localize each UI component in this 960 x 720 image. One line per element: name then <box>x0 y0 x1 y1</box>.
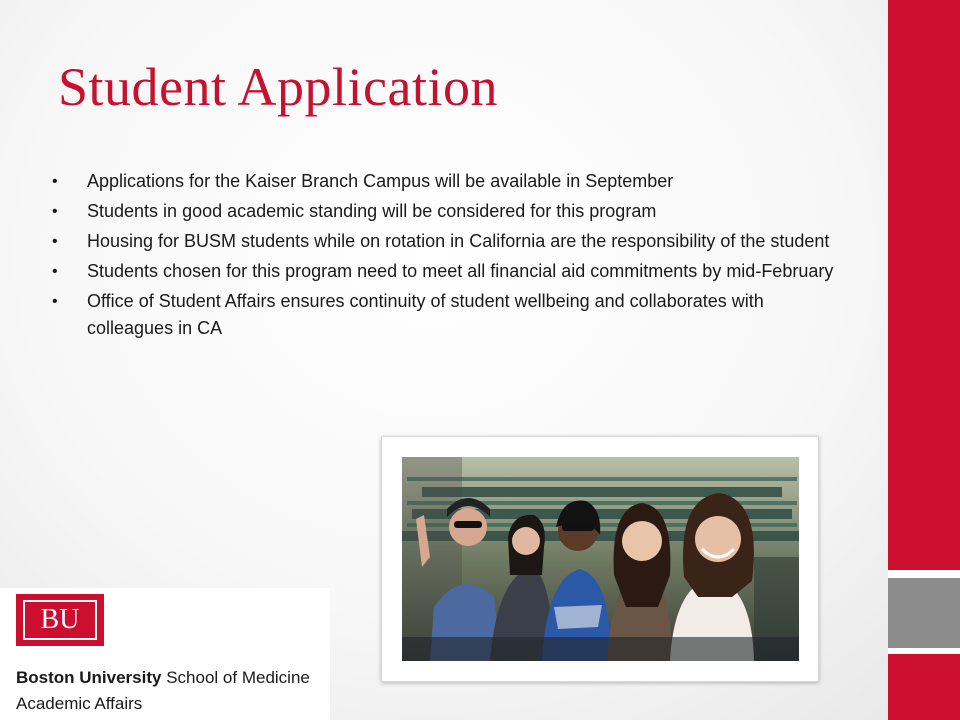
bu-logo-mark-text: BU <box>23 600 97 640</box>
bullet-item <box>52 288 852 342</box>
bullet-icon: • <box>52 293 58 310</box>
bu-logo <box>0 588 330 720</box>
bullet-item <box>52 198 852 225</box>
group-photo <box>402 457 799 661</box>
side-accent-bar <box>888 0 960 720</box>
side-bar-red-top <box>888 0 960 570</box>
photo-frame <box>381 436 819 682</box>
bullet-text: Office of Student Affairs ensures continuity of student wellbeing and collaborates with colleagues in CA <box>87 291 764 338</box>
side-bar-gray <box>888 578 960 648</box>
side-bar-red-bottom <box>888 654 960 720</box>
bullet-text: Housing for BUSM students while on rotation in California are the responsibility of the student <box>87 231 830 251</box>
bullet-icon: • <box>52 233 58 250</box>
logo-school: School of Medicine <box>166 668 310 687</box>
bullet-item <box>52 228 852 255</box>
slide-title: Student Application <box>58 57 498 117</box>
logo-institution-line <box>16 668 310 688</box>
side-bar-gap <box>888 570 960 578</box>
bullet-icon: • <box>52 263 58 280</box>
bullet-text: Students chosen for this program need to meet all financial aid commitments by mid-February <box>87 261 834 281</box>
bu-logo-mark <box>16 594 104 646</box>
bullet-icon: • <box>52 173 58 190</box>
bullet-item <box>52 258 852 285</box>
logo-department: Academic Affairs <box>16 694 143 713</box>
bullet-text: Students in good academic standing will be considered for this program <box>87 201 657 221</box>
bullet-text: Applications for the Kaiser Branch Campus will be available in September <box>87 171 674 191</box>
bullet-item <box>52 168 852 195</box>
logo-university: Boston University <box>16 668 162 687</box>
bullet-icon: • <box>52 203 58 220</box>
bullet-list <box>52 168 852 345</box>
